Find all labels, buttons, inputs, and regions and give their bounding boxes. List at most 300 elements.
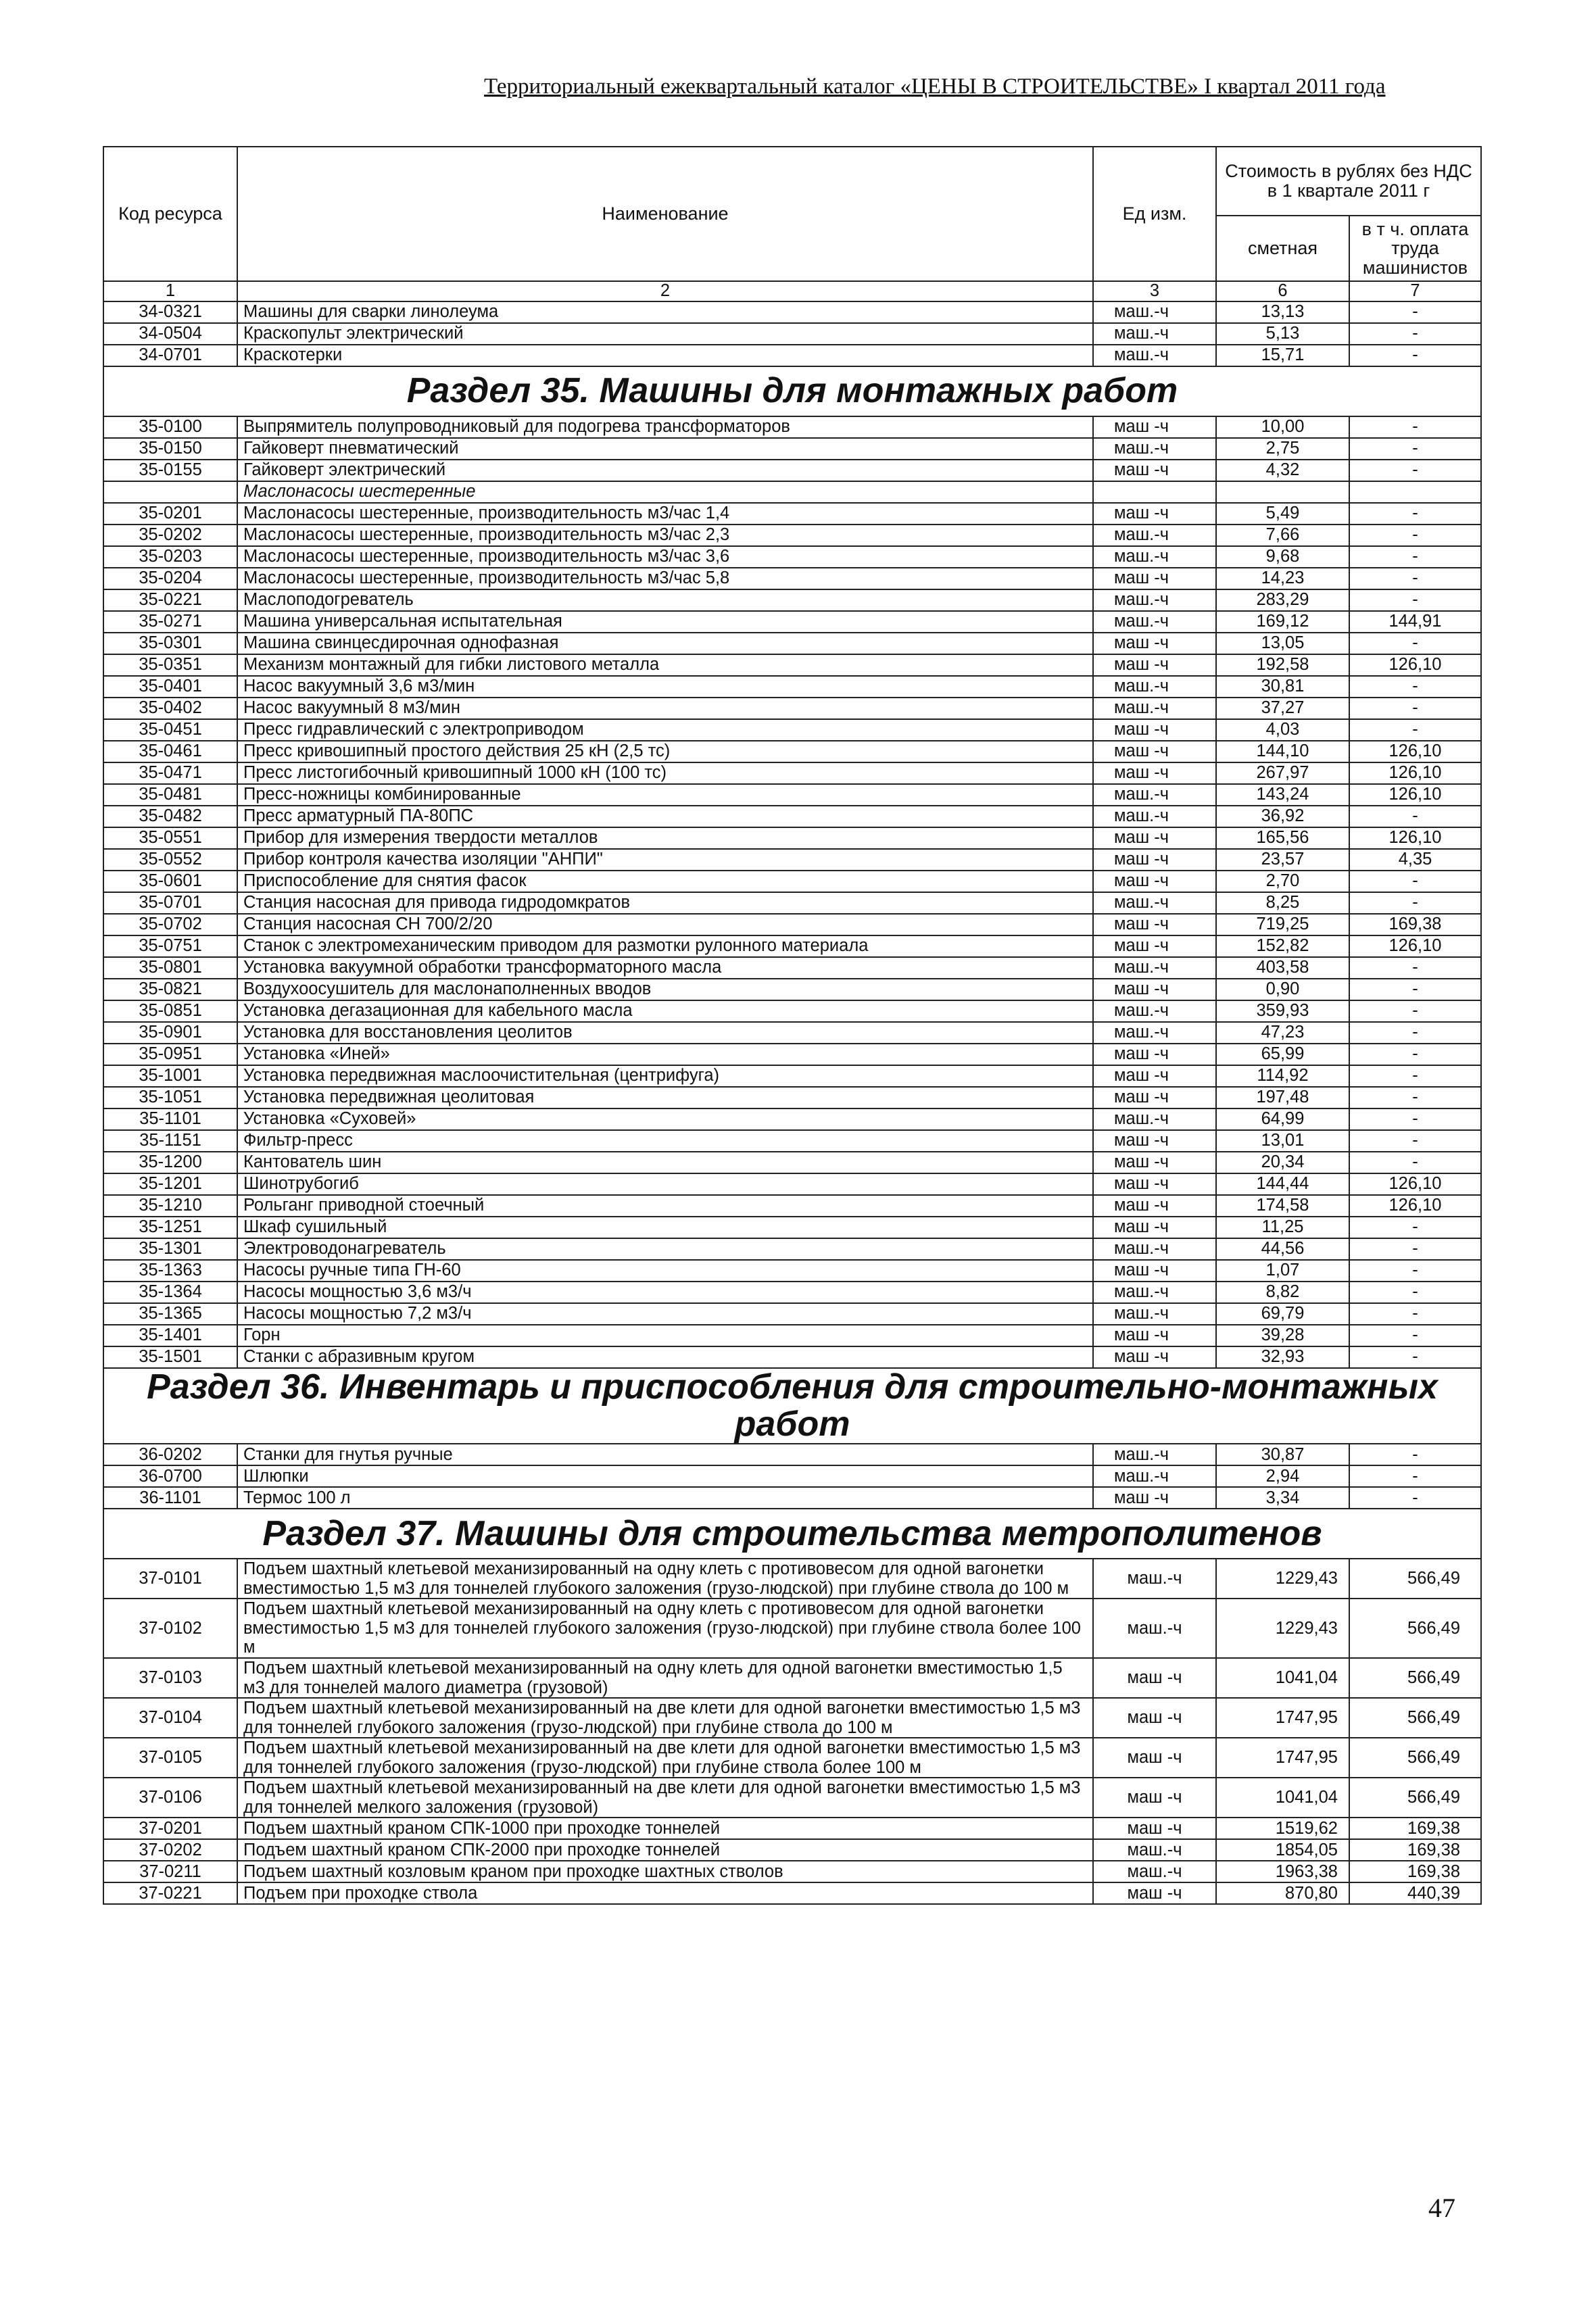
table-row [103, 1325, 1481, 1346]
table-row [103, 1698, 1481, 1738]
column-number-row [103, 281, 1481, 301]
resource-name-cell: Горн [237, 1325, 1093, 1346]
unit-cell: маш -ч [1093, 460, 1216, 481]
labor-cost-cell: - [1349, 719, 1481, 741]
resource-code-cell: 37-0103 [103, 1658, 237, 1698]
section-37-heading: Раздел 37. Машины для строительства метрополитенов [103, 1509, 1481, 1559]
table-row [103, 1465, 1481, 1487]
resource-code-cell: 34-0504 [103, 323, 237, 345]
resource-code-cell: 37-0221 [103, 1882, 237, 1904]
estimate-price-cell: 47,23 [1216, 1022, 1349, 1044]
estimate-price-cell: 114,92 [1216, 1065, 1349, 1087]
resource-name-cell: Пресс листогибочный кривошипный 1000 кН (100 тс) [237, 762, 1093, 784]
col-estimate-header: сметная [1216, 216, 1349, 281]
unit-cell: маш -ч [1093, 871, 1216, 892]
table-row [103, 1065, 1481, 1087]
page-header: Территориальный ежеквартальный каталог «ЦЕНЫ В СТРОИТЕЛЬСТВЕ» I квартал 2011 года [484, 74, 1386, 99]
table-row [103, 1238, 1481, 1260]
labor-cost-cell: - [1349, 1022, 1481, 1044]
page-number: 47 [1428, 2193, 1455, 2223]
resource-code-cell: 35-1210 [103, 1195, 237, 1217]
estimate-price-cell: 36,92 [1216, 806, 1349, 827]
labor-cost-cell: 126,10 [1349, 762, 1481, 784]
resource-code-cell: 35-1501 [103, 1346, 237, 1368]
estimate-price-cell: 1229,43 [1216, 1599, 1349, 1658]
resource-name-cell: Шинотрубогиб [237, 1173, 1093, 1195]
unit-cell: маш -ч [1093, 719, 1216, 741]
table-row [103, 892, 1481, 914]
unit-cell: маш.-ч [1093, 1861, 1216, 1882]
estimate-price-cell: 30,81 [1216, 676, 1349, 698]
table-row [103, 546, 1481, 568]
labor-cost-cell: 144,91 [1349, 611, 1481, 633]
resource-code-cell: 35-0701 [103, 892, 237, 914]
labor-cost-cell: 126,10 [1349, 1173, 1481, 1195]
unit-cell: маш -ч [1093, 1778, 1216, 1818]
unit-cell: маш.-ч [1093, 1238, 1216, 1260]
table-row [103, 1487, 1481, 1509]
section-35-heading: Раздел 35. Машины для монтажных работ [103, 366, 1481, 416]
labor-cost-cell: 126,10 [1349, 1195, 1481, 1217]
resource-name-cell: Установка дегазационная для кабельного масла [237, 1000, 1093, 1022]
resource-name-cell: Установка передвижная маслоочистительная (центрифуга) [237, 1065, 1093, 1087]
table-row [103, 1818, 1481, 1839]
resource-name-cell: Маслонасосы шестеренные, производительность м3/час 1,4 [237, 503, 1093, 525]
estimate-price-cell: 10,00 [1216, 416, 1349, 438]
unit-cell: маш -ч [1093, 849, 1216, 871]
resource-name-cell: Установка вакуумной обработки трансформаторного масла [237, 957, 1093, 979]
table-row [103, 654, 1481, 676]
resource-code-cell: 35-0951 [103, 1044, 237, 1065]
estimate-price-cell: 5,49 [1216, 503, 1349, 525]
estimate-price-cell: 64,99 [1216, 1108, 1349, 1130]
estimate-price-cell: 1229,43 [1216, 1559, 1349, 1599]
unit-cell: маш.-ч [1093, 611, 1216, 633]
section-35-heading-group [103, 366, 1481, 416]
col-number: 2 [237, 281, 1093, 301]
labor-cost-cell: - [1349, 676, 1481, 698]
resource-code-cell: 35-0801 [103, 957, 237, 979]
estimate-price-cell: 13,05 [1216, 633, 1349, 654]
unit-cell: маш.-ч [1093, 1599, 1216, 1658]
table-row [103, 957, 1481, 979]
resource-code-cell: 35-0601 [103, 871, 237, 892]
labor-cost-cell: - [1349, 546, 1481, 568]
resource-name-cell: Подъем шахтный краном СПК-1000 при проходке тоннелей [237, 1818, 1093, 1839]
subsection-title: Маслонасосы шестеренные [237, 481, 1093, 503]
resource-code-cell: 35-0482 [103, 806, 237, 827]
unit-cell: маш -ч [1093, 979, 1216, 1000]
labor-cost-cell: 169,38 [1349, 1861, 1481, 1882]
estimate-price-cell: 44,56 [1216, 1238, 1349, 1260]
unit-cell: маш -ч [1093, 1818, 1216, 1839]
table-row [103, 784, 1481, 806]
resource-name-cell: Гайковерт электрический [237, 460, 1093, 481]
unit-cell: маш -ч [1093, 1325, 1216, 1346]
estimate-price-cell: 30,87 [1216, 1444, 1349, 1465]
table-row [103, 1108, 1481, 1130]
table-row [103, 1152, 1481, 1173]
estimate-price-cell: 1041,04 [1216, 1778, 1349, 1818]
table-row [103, 1346, 1481, 1368]
estimate-price-cell: 144,44 [1216, 1173, 1349, 1195]
unit-cell: маш -ч [1093, 1738, 1216, 1778]
labor-cost-cell: - [1349, 1238, 1481, 1260]
unit-cell: маш -ч [1093, 1044, 1216, 1065]
estimate-price-cell: 1963,38 [1216, 1861, 1349, 1882]
unit-cell: маш -ч [1093, 1217, 1216, 1238]
table-row [103, 979, 1481, 1000]
labor-cost-cell: - [1349, 1282, 1481, 1303]
labor-cost-cell: - [1349, 323, 1481, 345]
resource-code-cell: 35-0271 [103, 611, 237, 633]
labor-cost-cell: - [1349, 1465, 1481, 1487]
col-labor-header: в т ч. оплата труда машинистов [1349, 216, 1481, 281]
table-cell [1093, 481, 1216, 503]
table-cell [1349, 481, 1481, 503]
resource-name-cell: Станция насосная для привода гидродомкратов [237, 892, 1093, 914]
labor-cost-cell: 126,10 [1349, 784, 1481, 806]
resource-code-cell: 35-0751 [103, 935, 237, 957]
table-row [103, 1839, 1481, 1861]
resource-code-cell: 36-1101 [103, 1487, 237, 1509]
resource-code-cell: 35-0451 [103, 719, 237, 741]
estimate-price-cell: 144,10 [1216, 741, 1349, 762]
labor-cost-cell: 566,49 [1349, 1778, 1481, 1818]
resource-name-cell: Шкаф сушильный [237, 1217, 1093, 1238]
resource-name-cell: Машина универсальная испытательная [237, 611, 1093, 633]
unit-cell: маш -ч [1093, 1658, 1216, 1698]
labor-cost-cell: - [1349, 460, 1481, 481]
resource-name-cell: Установка «Иней» [237, 1044, 1093, 1065]
table-row [103, 849, 1481, 871]
section-heading-row [103, 1368, 1481, 1444]
resource-code-cell: 35-0551 [103, 827, 237, 849]
unit-cell: маш.-ч [1093, 1000, 1216, 1022]
estimate-price-cell: 152,82 [1216, 935, 1349, 957]
section-36-heading: Раздел 36. Инвентарь и приспособления для строительно-монтажных работ [103, 1368, 1481, 1444]
resource-code-cell: 34-0701 [103, 345, 237, 366]
resource-name-cell: Кантователь шин [237, 1152, 1093, 1173]
labor-cost-cell: 566,49 [1349, 1698, 1481, 1738]
table-row [103, 1217, 1481, 1238]
table-row [103, 1658, 1481, 1698]
section-36-heading-group [103, 1368, 1481, 1444]
resource-code-cell: 35-0203 [103, 546, 237, 568]
unit-cell: маш -ч [1093, 1173, 1216, 1195]
resource-name-cell: Подъем шахтный клетьевой механизированный на одну клеть с противовесом для одной вагонетки вместимостью 1,5 м3 для тоннелей глубокого заложения (грузо-людской) при глубине ствола до 100 м [237, 1559, 1093, 1599]
rows-section-35a [103, 416, 1481, 481]
unit-cell: маш -ч [1093, 1065, 1216, 1087]
unit-cell: маш -ч [1093, 416, 1216, 438]
labor-cost-cell: - [1349, 892, 1481, 914]
unit-cell: маш.-ч [1093, 1108, 1216, 1130]
estimate-price-cell: 11,25 [1216, 1217, 1349, 1238]
table-row [103, 1022, 1481, 1044]
unit-cell: маш -ч [1093, 762, 1216, 784]
section-heading-row [103, 366, 1481, 416]
resource-name-cell: Фильтр-пресс [237, 1130, 1093, 1152]
resource-code-cell: 35-1363 [103, 1260, 237, 1282]
table-row [103, 1861, 1481, 1882]
table-row [103, 416, 1481, 438]
unit-cell: маш -ч [1093, 1152, 1216, 1173]
estimate-price-cell: 1519,62 [1216, 1818, 1349, 1839]
table-row [103, 1738, 1481, 1778]
resource-code-cell: 35-0401 [103, 676, 237, 698]
resource-code-cell: 37-0102 [103, 1599, 237, 1658]
estimate-price-cell: 1,07 [1216, 1260, 1349, 1282]
labor-cost-cell: - [1349, 1303, 1481, 1325]
col-number: 3 [1093, 281, 1216, 301]
labor-cost-cell: - [1349, 957, 1481, 979]
resource-code-cell: 35-0221 [103, 589, 237, 611]
estimate-price-cell: 1854,05 [1216, 1839, 1349, 1861]
unit-cell: маш -ч [1093, 654, 1216, 676]
subsection-35-group [103, 481, 1481, 503]
resource-name-cell: Краскотерки [237, 345, 1093, 366]
labor-cost-cell: - [1349, 1325, 1481, 1346]
resource-name-cell: Шлюпки [237, 1465, 1093, 1487]
table-row [103, 1599, 1481, 1658]
unit-cell: маш.-ч [1093, 301, 1216, 323]
unit-cell: маш.-ч [1093, 1465, 1216, 1487]
table-cell [103, 481, 237, 503]
estimate-price-cell: 4,03 [1216, 719, 1349, 741]
table-row [103, 1195, 1481, 1217]
estimate-price-cell: 8,25 [1216, 892, 1349, 914]
estimate-price-cell: 1747,95 [1216, 1698, 1349, 1738]
labor-cost-cell: - [1349, 871, 1481, 892]
resource-name-cell: Машина свинцесдирочная однофазная [237, 633, 1093, 654]
estimate-price-cell: 719,25 [1216, 914, 1349, 935]
resource-name-cell: Подъем шахтный клетьевой механизированный на одну клеть с противовесом для одной вагонетки вместимостью 1,5 м3 для тоннелей глубокого заложения (грузо-людской) при глубине ствола более 100 м [237, 1599, 1093, 1658]
estimate-price-cell: 143,24 [1216, 784, 1349, 806]
estimate-price-cell: 3,34 [1216, 1487, 1349, 1509]
table-row [103, 1559, 1481, 1599]
labor-cost-cell: - [1349, 1346, 1481, 1368]
labor-cost-cell: 440,39 [1349, 1882, 1481, 1904]
resource-name-cell: Станок с электромеханическим приводом для размотки рулонного материала [237, 935, 1093, 957]
col-unit-header: Ед изм. [1093, 147, 1216, 281]
labor-cost-cell: - [1349, 1217, 1481, 1238]
estimate-price-cell: 13,13 [1216, 301, 1349, 323]
labor-cost-cell: - [1349, 568, 1481, 589]
resource-code-cell: 35-1364 [103, 1282, 237, 1303]
resource-name-cell: Насосы ручные типа ГН-60 [237, 1260, 1093, 1282]
labor-cost-cell: 126,10 [1349, 654, 1481, 676]
unit-cell: маш -ч [1093, 1087, 1216, 1108]
rows-section-34 [103, 301, 1481, 366]
resource-code-cell: 35-1200 [103, 1152, 237, 1173]
resource-code-cell: 37-0106 [103, 1778, 237, 1818]
resource-code-cell: 37-0105 [103, 1738, 237, 1778]
resource-price-table [103, 146, 1482, 1905]
unit-cell: маш -ч [1093, 741, 1216, 762]
unit-cell: маш -ч [1093, 1487, 1216, 1509]
resource-name-cell: Подъем шахтный краном СПК-2000 при проходке тоннелей [237, 1839, 1093, 1861]
resource-name-cell: Механизм монтажный для гибки листового металла [237, 654, 1093, 676]
resource-name-cell: Машины для сварки линолеума [237, 301, 1093, 323]
table-row [103, 1000, 1481, 1022]
resource-name-cell: Станки с абразивным кругом [237, 1346, 1093, 1368]
estimate-price-cell: 192,58 [1216, 654, 1349, 676]
estimate-price-cell: 403,58 [1216, 957, 1349, 979]
estimate-price-cell: 267,97 [1216, 762, 1349, 784]
estimate-price-cell: 165,56 [1216, 827, 1349, 849]
unit-cell: маш.-ч [1093, 1839, 1216, 1861]
labor-cost-cell: - [1349, 698, 1481, 719]
unit-cell: маш -ч [1093, 1195, 1216, 1217]
labor-cost-cell: 4,35 [1349, 849, 1481, 871]
resource-code-cell: 36-0700 [103, 1465, 237, 1487]
estimate-price-cell: 870,80 [1216, 1882, 1349, 1904]
estimate-price-cell: 7,66 [1216, 525, 1349, 546]
table-row [103, 1882, 1481, 1904]
unit-cell: маш.-ч [1093, 892, 1216, 914]
col-code-header: Код ресурса [103, 147, 237, 281]
resource-code-cell: 37-0202 [103, 1839, 237, 1861]
table-row [103, 935, 1481, 957]
resource-code-cell: 35-0851 [103, 1000, 237, 1022]
resource-name-cell: Воздухоосушитель для маслонаполненных вводов [237, 979, 1093, 1000]
table-row [103, 719, 1481, 741]
labor-cost-cell: - [1349, 438, 1481, 460]
labor-cost-cell: - [1349, 589, 1481, 611]
estimate-price-cell: 4,32 [1216, 460, 1349, 481]
resource-name-cell: Маслонасосы шестеренные, производительность м3/час 3,6 [237, 546, 1093, 568]
resource-name-cell: Насосы мощностью 7,2 м3/ч [237, 1303, 1093, 1325]
table-row [103, 1260, 1481, 1282]
unit-cell: маш.-ч [1093, 676, 1216, 698]
labor-cost-cell: - [1349, 1487, 1481, 1509]
col-number: 7 [1349, 281, 1481, 301]
table-row [103, 1778, 1481, 1818]
unit-cell: маш.-ч [1093, 1559, 1216, 1599]
table-row [103, 676, 1481, 698]
unit-cell: маш -ч [1093, 568, 1216, 589]
resource-code-cell: 35-1365 [103, 1303, 237, 1325]
estimate-price-cell: 8,82 [1216, 1282, 1349, 1303]
resource-name-cell: Подъем шахтный клетьевой механизированный на две клети для одной вагонетки вместимостью 1,5 м3 для тоннелей глубокого заложения (грузо-людской) при глубине ствола более 100 м [237, 1738, 1093, 1778]
unit-cell: маш -ч [1093, 1346, 1216, 1368]
table-row [103, 323, 1481, 345]
labor-cost-cell: - [1349, 1065, 1481, 1087]
resource-code-cell: 37-0211 [103, 1861, 237, 1882]
subsection-row [103, 481, 1481, 503]
table-row [103, 1130, 1481, 1152]
rows-section-35b [103, 503, 1481, 1368]
table-row [103, 525, 1481, 546]
resource-name-cell: Установка передвижная цеолитовая [237, 1087, 1093, 1108]
resource-code-cell: 37-0101 [103, 1559, 237, 1599]
unit-cell: маш.-ч [1093, 546, 1216, 568]
table-row [103, 345, 1481, 366]
unit-cell: маш.-ч [1093, 525, 1216, 546]
table-row [103, 762, 1481, 784]
unit-cell: маш -ч [1093, 827, 1216, 849]
resource-name-cell: Гайковерт пневматический [237, 438, 1093, 460]
table-row [103, 1087, 1481, 1108]
resource-code-cell: 35-0204 [103, 568, 237, 589]
labor-cost-cell: - [1349, 1087, 1481, 1108]
resource-code-cell: 35-1401 [103, 1325, 237, 1346]
table-row [103, 1282, 1481, 1303]
labor-cost-cell: - [1349, 979, 1481, 1000]
resource-name-cell: Станция насосная СН 700/2/20 [237, 914, 1093, 935]
unit-cell: маш.-ч [1093, 323, 1216, 345]
estimate-price-cell: 14,23 [1216, 568, 1349, 589]
estimate-price-cell: 2,70 [1216, 871, 1349, 892]
labor-cost-cell: - [1349, 525, 1481, 546]
unit-cell: маш.-ч [1093, 589, 1216, 611]
resource-code-cell: 35-0155 [103, 460, 237, 481]
estimate-price-cell: 283,29 [1216, 589, 1349, 611]
resource-code-cell: 35-0201 [103, 503, 237, 525]
unit-cell: маш -ч [1093, 1130, 1216, 1152]
table-row [103, 827, 1481, 849]
unit-cell: маш.-ч [1093, 1303, 1216, 1325]
resource-code-cell: 35-0202 [103, 525, 237, 546]
table-row [103, 589, 1481, 611]
resource-name-cell: Электроводонагреватель [237, 1238, 1093, 1260]
estimate-price-cell: 359,93 [1216, 1000, 1349, 1022]
resource-name-cell: Маслонасосы шестеренные, производительность м3/час 5,8 [237, 568, 1093, 589]
resource-code-cell: 37-0201 [103, 1818, 237, 1839]
estimate-price-cell: 0,90 [1216, 979, 1349, 1000]
labor-cost-cell: - [1349, 1260, 1481, 1282]
labor-cost-cell: 126,10 [1349, 827, 1481, 849]
table-row [103, 914, 1481, 935]
section-37-heading-group [103, 1509, 1481, 1559]
labor-cost-cell: - [1349, 345, 1481, 366]
unit-cell: маш -ч [1093, 914, 1216, 935]
resource-name-cell: Маслоподогреватель [237, 589, 1093, 611]
estimate-price-cell: 174,58 [1216, 1195, 1349, 1217]
resource-name-cell: Прибор контроля качества изоляции "АНПИ" [237, 849, 1093, 871]
unit-cell: маш.-ч [1093, 438, 1216, 460]
resource-name-cell: Выпрямитель полупроводниковый для подогрева трансформаторов [237, 416, 1093, 438]
labor-cost-cell: 169,38 [1349, 914, 1481, 935]
estimate-price-cell: 2,94 [1216, 1465, 1349, 1487]
estimate-price-cell: 20,34 [1216, 1152, 1349, 1173]
table-cell [1216, 481, 1349, 503]
labor-cost-cell: - [1349, 633, 1481, 654]
resource-name-cell: Станки для гнутья ручные [237, 1444, 1093, 1465]
col-cost-group-header: Стоимость в рублях без НДС в 1 квартале 2011 г [1216, 147, 1481, 216]
table-row [103, 1173, 1481, 1195]
resource-code-cell: 35-0461 [103, 741, 237, 762]
resource-code-cell: 35-0100 [103, 416, 237, 438]
table-row [103, 633, 1481, 654]
resource-name-cell: Рольганг приводной стоечный [237, 1195, 1093, 1217]
resource-name-cell: Насос вакуумный 3,6 м3/мин [237, 676, 1093, 698]
labor-cost-cell: - [1349, 1444, 1481, 1465]
table-row [103, 741, 1481, 762]
table-row [103, 1444, 1481, 1465]
resource-name-cell: Краскопульт электрический [237, 323, 1093, 345]
resource-code-cell: 35-0901 [103, 1022, 237, 1044]
estimate-price-cell: 5,13 [1216, 323, 1349, 345]
estimate-price-cell: 37,27 [1216, 698, 1349, 719]
resource-name-cell: Подъем при проходке ствола [237, 1882, 1093, 1904]
table-row [103, 611, 1481, 633]
labor-cost-cell: - [1349, 1000, 1481, 1022]
labor-cost-cell: 566,49 [1349, 1738, 1481, 1778]
unit-cell: маш.-ч [1093, 806, 1216, 827]
resource-code-cell: 35-1201 [103, 1173, 237, 1195]
table-row [103, 460, 1481, 481]
